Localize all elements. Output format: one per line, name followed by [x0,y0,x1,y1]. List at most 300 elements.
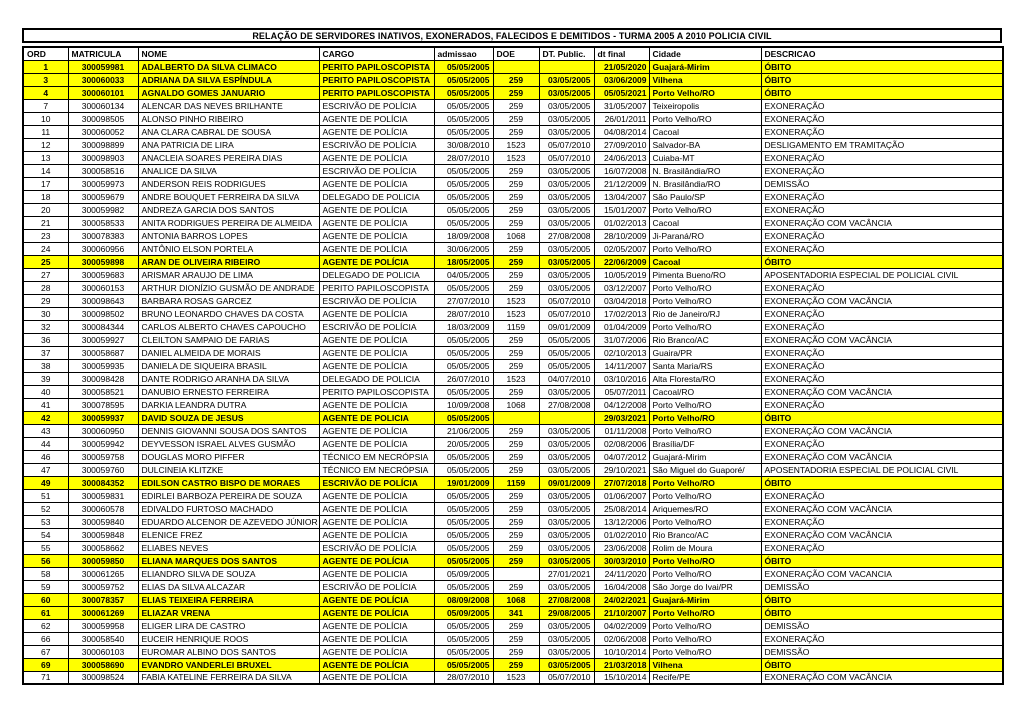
cell-dt-public: 09/01/2009 [539,320,594,333]
cell-ord: 54 [23,528,68,541]
cell-descricao: EXONERAÇÃO COM VACÂNCIA [761,450,1003,463]
cell-dt-public: 05/07/2010 [539,294,594,307]
cell-matricula: 300059958 [68,619,138,632]
cell-nome: ARISMAR ARAUJO DE LIMA [138,268,319,281]
table-row [23,398,1003,411]
header-dt-public: DT. Public. [539,47,594,60]
cell-dt-final: 17/02/2013 [594,307,649,320]
cell-dt-final: 03/04/2018 [594,294,649,307]
cell-ord: 69 [23,658,68,671]
cell-descricao: ÓBITO [761,73,1003,86]
cell-nome: DANIELA DE SIQUEIRA BRASIL [138,359,319,372]
cell-descricao: DEMISSÃO [761,645,1003,658]
cell-cargo: AGENTE DE POLÍCIA [319,632,434,645]
cell-matricula: 300084352 [68,476,138,489]
cell-matricula: 300059981 [68,60,138,73]
cell-cargo: ESCRIVÃO DE POLÍCIA [319,580,434,593]
header-admissao: admissao [434,47,493,60]
table-title: RELAÇÃO DE SERVIDORES INATIVOS, EXONERADOS, FALECIDOS E DEMITIDOS - TURMA 2005 A 2010 POLICIA CIVIL [22,28,1002,43]
cell-dt-final: 24/02/2021 [594,593,649,606]
cell-dt-public: 03/05/2005 [539,255,594,268]
cell-dt-final: 04/12/2008 [594,398,649,411]
cell-dt-final: 24/11/2020 [594,567,649,580]
cell-admissao: 05/05/2005 [434,164,493,177]
table-row [23,619,1003,632]
cell-dt-final: 04/07/2012 [594,450,649,463]
cell-nome: EDIVALDO FURTOSO MACHADO [138,502,319,515]
cell-cargo: AGENTE DE POLÍCIA [319,255,434,268]
cell-descricao: EXONERAÇÃO [761,437,1003,450]
cell-dt-final: 23/06/2008 [594,541,649,554]
cell-admissao: 08/09/2008 [434,593,493,606]
cell-admissao: 05/05/2005 [434,112,493,125]
cell-doe: 259 [493,515,539,528]
cell-admissao: 05/05/2005 [434,580,493,593]
table-row [23,359,1003,372]
table-row [23,632,1003,645]
cell-cargo: DELEGADO DE POLICIA [319,268,434,281]
cell-descricao: EXONERAÇÃO [761,151,1003,164]
cell-cargo: AGENTE DE POLÍCIA [319,177,434,190]
table-row [23,385,1003,398]
table-row [23,229,1003,242]
table-row [23,411,1003,424]
cell-dt-public: 04/07/2010 [539,372,594,385]
cell-dt-public: 03/05/2005 [539,203,594,216]
cell-matricula: 300059935 [68,359,138,372]
cell-admissao: 05/05/2005 [434,411,493,424]
cell-admissao: 05/05/2005 [434,463,493,476]
cell-dt-final: 27/09/2010 [594,138,649,151]
cell-dt-final: 21/05/2020 [594,60,649,73]
cell-cidade: Cacoal/RO [649,385,761,398]
cell-cidade: Cacoal [649,216,761,229]
cell-dt-public: 03/05/2005 [539,112,594,125]
cell-dt-public: 03/05/2005 [539,268,594,281]
cell-descricao: EXONERAÇÃO [761,489,1003,502]
cell-matricula: 300098505 [68,112,138,125]
header-row [23,47,1003,60]
cell-descricao: EXONERAÇÃO [761,203,1003,216]
cell-dt-final: 03/10/2016 [594,372,649,385]
cell-ord: 10 [23,112,68,125]
cell-cargo: AGENTE DE POLÍCIA [319,424,434,437]
cell-nome: ANA CLARA CABRAL DE SOUSA [138,125,319,138]
cell-dt-public: 03/05/2005 [539,489,594,502]
cell-dt-final: 05/07/2011 [594,385,649,398]
cell-ord: 67 [23,645,68,658]
cell-matricula: 300060033 [68,73,138,86]
cell-dt-final: 21/10/2007 [594,606,649,619]
cell-doe: 259 [493,489,539,502]
cell-nome: ALONSO PINHO RIBEIRO [138,112,319,125]
cell-nome: ADRIANA DA SILVA ESPÍNDULA [138,73,319,86]
cell-cargo: AGENTE DE POLÍCIA [319,333,434,346]
table-row [23,125,1003,138]
cell-nome: ANTONIA BARROS LOPES [138,229,319,242]
table-row [23,593,1003,606]
cell-cidade: Rio de Janeiro/RJ [649,307,761,320]
cell-descricao: EXONERAÇÃO [761,112,1003,125]
table-row [23,450,1003,463]
cell-dt-public: 03/05/2005 [539,528,594,541]
cell-ord: 47 [23,463,68,476]
cell-nome: ARTHUR DIONÍZIO GUSMÃO DE ANDRADE [138,281,319,294]
cell-descricao: EXONERAÇÃO COM VACÂNCIA [761,424,1003,437]
cell-cidade: Guajará-Mirim [649,593,761,606]
cell-ord: 40 [23,385,68,398]
cell-ord: 12 [23,138,68,151]
cell-admissao: 30/06/2005 [434,242,493,255]
cell-doe: 259 [493,99,539,112]
cell-doe: 1523 [493,307,539,320]
cell-ord: 13 [23,151,68,164]
cell-descricao: EXONERAÇÃO [761,515,1003,528]
cell-doe: 259 [493,86,539,99]
cell-ord: 60 [23,593,68,606]
cell-nome: EUCEIR HENRIQUE ROOS [138,632,319,645]
cell-dt-public: 27/01/2021 [539,567,594,580]
cell-matricula: 300059831 [68,489,138,502]
cell-descricao: EXONERAÇÃO COM VACÂNCIA [761,216,1003,229]
cell-nome: ELIAS DA SILVA ALCAZAR [138,580,319,593]
cell-dt-public: 03/05/2005 [539,86,594,99]
cell-cidade: Pimenta Bueno/RO [649,268,761,281]
cell-descricao: EXONERAÇÃO [761,125,1003,138]
cell-admissao: 04/05/2005 [434,268,493,281]
cell-descricao: EXONERAÇÃO [761,320,1003,333]
header-ord: ORD [23,47,68,60]
cell-ord: 4 [23,86,68,99]
cell-matricula: 300061265 [68,567,138,580]
table-row [23,554,1003,567]
cell-cargo: ESCRIVÃO DE POLÍCIA [319,164,434,177]
table-row [23,177,1003,190]
cell-descricao: EXONERAÇÃO COM VACANCIA [761,567,1003,580]
cell-doe: 259 [493,177,539,190]
cell-ord: 41 [23,398,68,411]
cell-cidade: Porto Velho/RO [649,411,761,424]
cell-matricula: 300058540 [68,632,138,645]
cell-dt-public: 05/07/2010 [539,671,594,684]
cell-ord: 23 [23,229,68,242]
cell-descricao: ÓBITO [761,476,1003,489]
table-row [23,645,1003,658]
table-row [23,476,1003,489]
cell-descricao: APOSENTADORIA ESPECIAL DE POLICIAL CIVIL [761,268,1003,281]
cell-doe: 259 [493,619,539,632]
cell-dt-final: 16/07/2008 [594,164,649,177]
cell-matricula: 300098524 [68,671,138,684]
cell-cargo: AGENTE DE POLÍCIA [319,125,434,138]
header-dt-final: dt final [594,47,649,60]
cell-doe [493,411,539,424]
table-row [23,281,1003,294]
cell-nome: DENNIS GIOVANNI SOUSA DOS SANTOS [138,424,319,437]
table-row [23,216,1003,229]
cell-doe: 259 [493,255,539,268]
cell-matricula: 300058690 [68,658,138,671]
cell-cidade: Guajará-Mirim [649,450,761,463]
table-row [23,99,1003,112]
spreadsheet [22,28,1002,685]
table-row [23,320,1003,333]
cell-admissao: 05/05/2005 [434,177,493,190]
cell-nome: ANALICE DA SILVA [138,164,319,177]
cell-dt-public: 03/05/2005 [539,515,594,528]
cell-admissao: 05/05/2005 [434,619,493,632]
cell-nome: DEYVESSON ISRAEL ALVES GUSMÃO [138,437,319,450]
cell-nome: EDIRLEI BARBOZA PEREIRA DE SOUZA [138,489,319,502]
cell-admissao: 05/09/2005 [434,567,493,580]
cell-ord: 42 [23,411,68,424]
cell-nome: ANDRE BOUQUET FERREIRA DA SILVA [138,190,319,203]
cell-cargo: TÉCNICO EM NECRÓPSIA [319,463,434,476]
cell-dt-final: 30/03/2010 [594,554,649,567]
table-row [23,333,1003,346]
cell-dt-final: 31/05/2007 [594,99,649,112]
cell-ord: 14 [23,164,68,177]
cell-doe: 259 [493,437,539,450]
cell-admissao: 18/05/2005 [434,255,493,268]
cell-matricula: 300098899 [68,138,138,151]
cell-nome: ELIANDRO SILVA DE SOUZA [138,567,319,580]
cell-cargo: AGENTE DE POLÍCIA [319,593,434,606]
cell-doe [493,567,539,580]
cell-doe: 259 [493,359,539,372]
cell-cargo: AGENTE DE POLÍCIA [319,528,434,541]
cell-dt-final: 27/07/2018 [594,476,649,489]
cell-dt-public: 03/05/2005 [539,632,594,645]
cell-ord: 56 [23,554,68,567]
cell-admissao: 21/06/2005 [434,424,493,437]
cell-nome: ELIANA MARQUES DOS SANTOS [138,554,319,567]
cell-doe: 1159 [493,476,539,489]
cell-cidade: Porto Velho/RO [649,86,761,99]
cell-dt-final: 14/11/2007 [594,359,649,372]
cell-admissao: 05/05/2005 [434,541,493,554]
cell-admissao: 05/05/2005 [434,99,493,112]
cell-cidade: Rio Branco/AC [649,333,761,346]
cell-dt-public: 27/08/2008 [539,593,594,606]
cell-descricao: EXONERAÇÃO [761,346,1003,359]
cell-doe: 259 [493,190,539,203]
cell-descricao: EXONERAÇÃO [761,99,1003,112]
table-row [23,580,1003,593]
cell-cidade: Brasília/DF [649,437,761,450]
cell-descricao: DESLIGAMENTO EM TRAMITAÇÃO [761,138,1003,151]
table-row [23,671,1003,684]
cell-cidade: Rio Branco/AC [649,528,761,541]
cell-admissao: 05/05/2005 [434,333,493,346]
cell-dt-public: 03/05/2005 [539,463,594,476]
cell-matricula: 300059848 [68,528,138,541]
table-row [23,489,1003,502]
cell-admissao: 05/05/2005 [434,86,493,99]
table-row [23,242,1003,255]
cell-doe: 259 [493,385,539,398]
cell-dt-final: 16/04/2008 [594,580,649,593]
cell-cargo: PERITO PAPILOSCOPISTA [319,73,434,86]
cell-nome: ANA PATRICIA DE LIRA [138,138,319,151]
cell-matricula: 300060103 [68,645,138,658]
cell-descricao: EXONERAÇÃO [761,281,1003,294]
table-row [23,515,1003,528]
cell-dt-final: 01/04/2009 [594,320,649,333]
cell-cidade: Guajará-Mirim [649,60,761,73]
cell-doe: 1523 [493,372,539,385]
cell-cidade: Porto Velho/RO [649,424,761,437]
cell-admissao: 10/09/2008 [434,398,493,411]
cell-doe: 1068 [493,593,539,606]
cell-cargo: AGENTE DE POLÍCIA [319,203,434,216]
cell-descricao: EXONERAÇÃO [761,164,1003,177]
table-row [23,60,1003,73]
cell-cidade: Porto Velho/RO [649,281,761,294]
cell-ord: 30 [23,307,68,320]
cell-dt-public: 05/07/2010 [539,307,594,320]
cell-cidade: Porto Velho/RO [649,489,761,502]
cell-nome: CLEILTON SAMPAIO DE FARIAS [138,333,319,346]
cell-doe: 259 [493,268,539,281]
cell-dt-public: 03/05/2005 [539,242,594,255]
table-row [23,541,1003,554]
cell-ord: 3 [23,73,68,86]
cell-ord: 38 [23,359,68,372]
cell-dt-final: 24/06/2013 [594,151,649,164]
table-row [23,86,1003,99]
cell-matricula: 300060956 [68,242,138,255]
cell-admissao: 05/05/2005 [434,346,493,359]
cell-descricao: ÓBITO [761,554,1003,567]
cell-ord: 62 [23,619,68,632]
cell-cargo: AGENTE DE POLÍCIA [319,359,434,372]
cell-matricula: 300059850 [68,554,138,567]
cell-nome: EDILSON CASTRO BISPO DE MORAES [138,476,319,489]
cell-dt-public: 27/08/2008 [539,398,594,411]
cell-doe: 1068 [493,398,539,411]
cell-descricao: EXONERAÇÃO [761,190,1003,203]
cell-matricula: 300060578 [68,502,138,515]
table-row [23,502,1003,515]
cell-doe: 259 [493,73,539,86]
cell-dt-public: 29/08/2005 [539,606,594,619]
cell-nome: DANTE RODRIGO ARANHA DA SILVA [138,372,319,385]
cell-descricao: EXONERAÇÃO [761,359,1003,372]
cell-dt-final: 13/12/2006 [594,515,649,528]
table-header [23,47,1003,60]
table-row [23,190,1003,203]
cell-descricao: EXONERAÇÃO [761,541,1003,554]
cell-cidade: Porto Velho/RO [649,606,761,619]
cell-doe: 259 [493,554,539,567]
cell-admissao: 05/05/2005 [434,632,493,645]
cell-nome: CARLOS ALBERTO CHAVES CAPOUCHO [138,320,319,333]
cell-matricula: 300059760 [68,463,138,476]
cell-dt-public: 05/07/2010 [539,151,594,164]
cell-doe: 259 [493,450,539,463]
cell-cargo: PERITO PAPILOSCOPISTA [319,281,434,294]
cell-dt-final: 02/08/2006 [594,437,649,450]
cell-matricula: 300059840 [68,515,138,528]
cell-matricula: 300098643 [68,294,138,307]
cell-dt-final: 01/02/2013 [594,216,649,229]
cell-doe: 259 [493,216,539,229]
cell-dt-public: 03/05/2005 [539,502,594,515]
cell-dt-final: 03/06/2009 [594,73,649,86]
table-row [23,294,1003,307]
cell-admissao: 05/09/2005 [434,606,493,619]
cell-admissao: 18/09/2008 [434,229,493,242]
cell-dt-public: 27/08/2008 [539,229,594,242]
cell-dt-public: 03/05/2005 [539,125,594,138]
cell-dt-public: 03/05/2005 [539,580,594,593]
cell-matricula: 300060052 [68,125,138,138]
cell-cidade: N. Brasilândia/RO [649,164,761,177]
cell-dt-public: 03/05/2005 [539,658,594,671]
table-row [23,203,1003,216]
cell-descricao: EXONERAÇÃO COM VACÂNCIA [761,528,1003,541]
cell-nome: EUROMAR ALBINO DOS SANTOS [138,645,319,658]
cell-dt-final: 04/08/2014 [594,125,649,138]
cell-matricula: 300060950 [68,424,138,437]
cell-doe: 259 [493,333,539,346]
cell-ord: 49 [23,476,68,489]
cell-cargo: AGENTE DE POLÍCIA [319,619,434,632]
cell-matricula: 300058521 [68,385,138,398]
cell-matricula: 300059927 [68,333,138,346]
cell-ord: 11 [23,125,68,138]
cell-nome: ANACLEIA SOARES PEREIRA DIAS [138,151,319,164]
cell-doe: 1523 [493,671,539,684]
cell-ord: 32 [23,320,68,333]
cell-dt-final: 05/05/2021 [594,86,649,99]
cell-cargo: ESCRIVÃO DE POLÍCIA [319,476,434,489]
cell-cidade: Porto Velho/RO [649,567,761,580]
cell-admissao: 05/05/2005 [434,73,493,86]
cell-admissao: 19/01/2009 [434,476,493,489]
cell-matricula: 300060134 [68,99,138,112]
cell-nome: BARBARA ROSAS GARCEZ [138,294,319,307]
cell-dt-public: 03/05/2005 [539,99,594,112]
header-matricula: MATRICULA [68,47,138,60]
cell-cargo: AGENTE DE POLÍCIA [319,437,434,450]
cell-admissao: 27/07/2010 [434,294,493,307]
cell-matricula: 300058687 [68,346,138,359]
cell-cargo: ESCRIVÃO DE POLÍCIA [319,138,434,151]
cell-ord: 17 [23,177,68,190]
cell-ord: 1 [23,60,68,73]
cell-matricula: 300059679 [68,190,138,203]
cell-cargo: AGENTE DE POLICIA [319,411,434,424]
cell-nome: DOUGLAS MORO PIFFER [138,450,319,463]
cell-cidade: Alta Floresta/RO [649,372,761,385]
cell-cidade: Guaira/PR [649,346,761,359]
cell-descricao: DEMISSÃO [761,619,1003,632]
cell-cidade: Porto Velho/RO [649,515,761,528]
cell-cargo: ESCRIVÃO DE POLÍCIA [319,320,434,333]
cell-descricao: EXONERAÇÃO COM VACÂNCIA [761,502,1003,515]
cell-cargo: AGENTE DE POLÍCIA [319,489,434,502]
cell-dt-public: 03/05/2005 [539,645,594,658]
cell-doe: 259 [493,645,539,658]
cell-doe: 1523 [493,151,539,164]
cell-nome: DAVID SOUZA DE JESUS [138,411,319,424]
cell-cidade: Porto Velho/RO [649,398,761,411]
cell-cargo: AGENTE DE POLÍCIA [319,112,434,125]
cell-ord: 29 [23,294,68,307]
cell-nome: DANUBIO ERNESTO FERREIRA [138,385,319,398]
